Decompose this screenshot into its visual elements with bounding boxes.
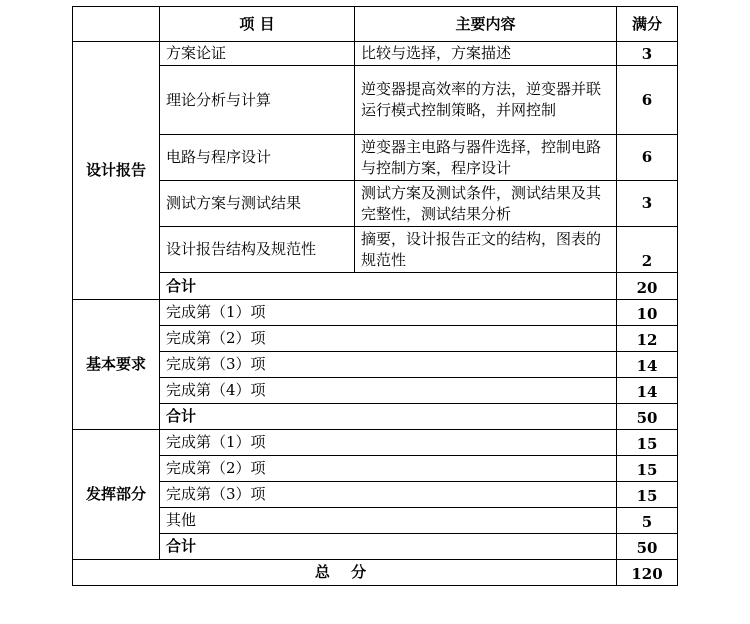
content-cell: 摘要，设计报告正文的结构，图表的规范性 <box>355 227 617 273</box>
table-row <box>73 135 678 181</box>
subtotal-label: 合计 <box>160 534 617 560</box>
table-row <box>73 326 678 352</box>
score-cell: 6 <box>617 135 678 181</box>
item-cell: 完成第（1）项 <box>160 430 617 456</box>
score-cell: 3 <box>617 42 678 66</box>
table-row <box>73 300 678 326</box>
subtotal-score: 50 <box>617 404 678 430</box>
score-cell: 15 <box>617 482 678 508</box>
score-cell: 14 <box>617 352 678 378</box>
content-cell: 比较与选择，方案描述 <box>355 42 617 66</box>
table-row <box>73 66 678 135</box>
header-row <box>73 7 678 42</box>
table-row <box>73 482 678 508</box>
score-cell: 15 <box>617 430 678 456</box>
score-cell: 15 <box>617 456 678 482</box>
subtotal-label: 合计 <box>160 273 617 300</box>
table-row <box>73 378 678 404</box>
table-row <box>73 227 678 273</box>
score-cell: 14 <box>617 378 678 404</box>
content-cell: 逆变器提高效率的方法，逆变器并联运行模式控制策略，并网控制 <box>355 66 617 135</box>
score-cell: 6 <box>617 66 678 135</box>
content-cell: 测试方案及测试条件，测试结果及其完整性，测试结果分析 <box>355 181 617 227</box>
score-cell: 10 <box>617 300 678 326</box>
header-blank <box>73 7 160 42</box>
table-row <box>73 508 678 534</box>
subtotal-label: 合计 <box>160 404 617 430</box>
grand-total-row <box>73 560 678 586</box>
item-cell: 理论分析与计算 <box>160 66 355 135</box>
item-cell: 电路与程序设计 <box>160 135 355 181</box>
subtotal-row <box>73 273 678 300</box>
score-cell: 3 <box>617 181 678 227</box>
score-cell: 5 <box>617 508 678 534</box>
item-cell: 完成第（3）项 <box>160 352 617 378</box>
item-cell: 完成第（2）项 <box>160 326 617 352</box>
table-row <box>73 430 678 456</box>
item-cell: 方案论证 <box>160 42 355 66</box>
category-cell: 设计报告 <box>73 42 160 300</box>
header-content: 主要内容 <box>355 7 617 42</box>
subtotal-row <box>73 534 678 560</box>
subtotal-score: 50 <box>617 534 678 560</box>
score-cell: 12 <box>617 326 678 352</box>
item-cell: 完成第（3）项 <box>160 482 617 508</box>
table-row <box>73 456 678 482</box>
item-cell: 设计报告结构及规范性 <box>160 227 355 273</box>
content-cell: 逆变器主电路与器件选择，控制电路与控制方案，程序设计 <box>355 135 617 181</box>
item-cell: 测试方案与测试结果 <box>160 181 355 227</box>
item-cell: 完成第（1）项 <box>160 300 617 326</box>
category-cell: 发挥部分 <box>73 430 160 560</box>
subtotal-score: 20 <box>617 273 678 300</box>
item-cell: 完成第（2）项 <box>160 456 617 482</box>
subtotal-row <box>73 404 678 430</box>
item-cell: 其他 <box>160 508 617 534</box>
grand-total-label: 总 分 <box>73 560 617 586</box>
score-cell: 2 <box>617 227 678 273</box>
table-row <box>73 352 678 378</box>
grand-total-score: 120 <box>617 560 678 586</box>
header-item: 项 目 <box>160 7 355 42</box>
header-score: 满分 <box>617 7 678 42</box>
item-cell: 完成第（4）项 <box>160 378 617 404</box>
table-row <box>73 42 678 66</box>
category-cell: 基本要求 <box>73 300 160 430</box>
table-row <box>73 181 678 227</box>
scoring-table <box>72 6 678 586</box>
